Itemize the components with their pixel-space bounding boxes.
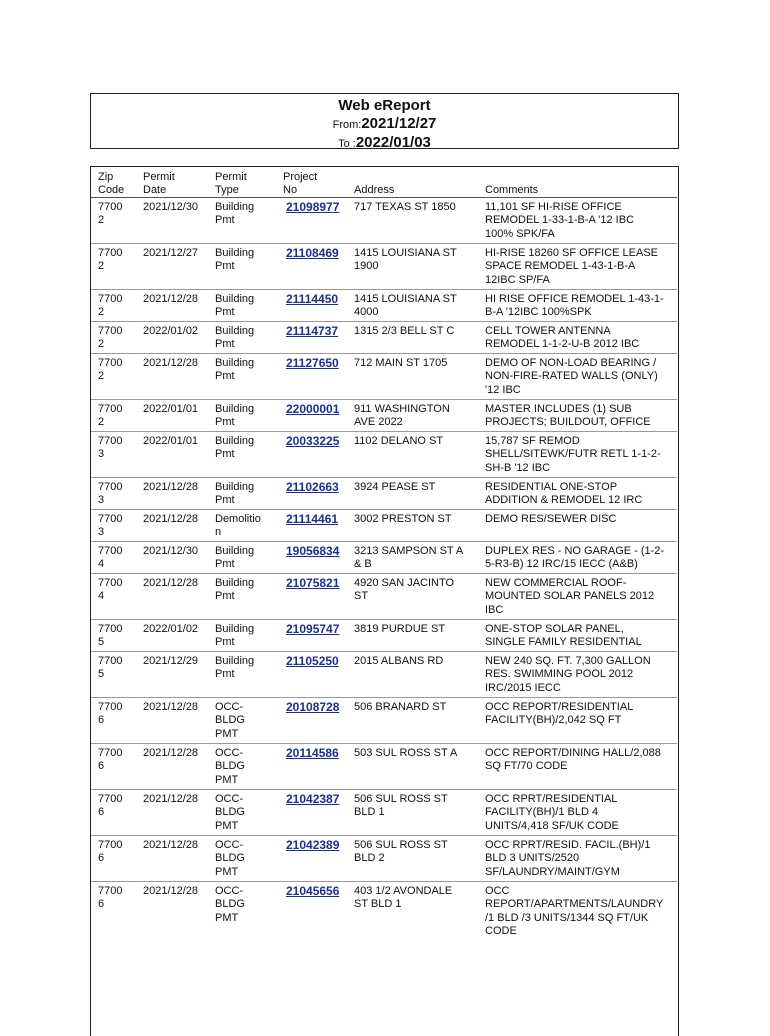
to-date: 2022/01/03: [355, 134, 431, 151]
permit-type-cell: OCC- BLDG PMT: [208, 882, 276, 939]
address-cell: 1315 2/3 BELL ST C: [347, 322, 478, 354]
address-cell: 3002 PRESTON ST: [347, 510, 478, 542]
project-no-cell: [276, 652, 347, 698]
project-link[interactable]: 21045656: [286, 884, 340, 898]
zip-code-cell: 7700 2: [98, 201, 123, 227]
address-cell: 911 WASHINGTON AVE 2022: [347, 400, 478, 432]
comments-cell: OCC REPORT/RESIDENTIAL FACILITY(BH)/2,042 SQ FT: [478, 698, 677, 744]
project-no-cell: [276, 698, 347, 744]
permit-type-cell: Building Pmt: [208, 354, 276, 400]
header-comments: Comments: [478, 167, 677, 198]
table-row: [91, 744, 677, 790]
header-permit-date: Permit Date: [136, 167, 208, 198]
permit-type-cell: OCC- BLDG PMT: [208, 836, 276, 882]
zip-code-cell: 7700 3: [91, 432, 136, 478]
permit-date-cell: 2021/12/30: [143, 201, 199, 213]
permit-date-cell: 2022/01/01: [136, 432, 208, 478]
permit-type-cell: OCC- BLDG PMT: [208, 744, 276, 790]
zip-code-cell: 7700 2: [91, 322, 136, 354]
project-link[interactable]: 21114737: [286, 324, 339, 338]
zip-code-cell: 7700 5: [91, 620, 136, 652]
table-row: [91, 836, 677, 882]
project-no-cell: [276, 790, 347, 836]
address-cell: 403 1/2 AVONDALE ST BLD 1: [347, 882, 478, 939]
table-row: [91, 698, 677, 744]
permit-table-container: [90, 166, 679, 1036]
table-row: [91, 354, 677, 400]
report-title: Web eReport: [338, 97, 431, 114]
permit-date-cell: 2022/01/02: [136, 322, 208, 354]
permit-type-cell: Building Pmt: [208, 652, 276, 698]
permit-date-cell: 2021/12/28: [136, 510, 208, 542]
permit-type-cell: OCC- BLDG PMT: [208, 790, 276, 836]
project-no-cell: [276, 432, 347, 478]
table-row: [91, 400, 677, 432]
permit-date-cell: 2021/12/28: [136, 354, 208, 400]
table-row: [91, 574, 677, 620]
table-row: [91, 290, 677, 322]
project-no-cell: [276, 354, 347, 400]
address-cell: 3213 SAMPSON ST A & B: [347, 542, 478, 574]
project-no-cell: [276, 400, 347, 432]
project-no-cell: [276, 836, 347, 882]
project-link[interactable]: 21095747: [286, 622, 340, 636]
zip-code-cell: 7700 4: [91, 542, 136, 574]
project-link[interactable]: 21114461: [286, 512, 339, 526]
permit-table: [91, 167, 677, 939]
table-body: [91, 198, 677, 939]
comments-cell: HI RISE OFFICE REMODEL 1-43-1- B-A '12IBC 100%SPK: [478, 290, 677, 322]
permit-type-cell: OCC- BLDG PMT: [208, 698, 276, 744]
table-row: [91, 322, 677, 354]
comments-cell: RESIDENTIAL ONE-STOP ADDITION & REMODEL 12 IRC: [478, 478, 677, 510]
project-no-cell: [276, 574, 347, 620]
project-no-cell: [276, 882, 347, 939]
header-address: Address: [347, 167, 478, 198]
header-zip-code: Zip Code: [91, 167, 136, 198]
project-link[interactable]: 19056834: [286, 544, 340, 558]
zip-code-cell: 7700 2: [91, 244, 136, 290]
table-row: [91, 790, 677, 836]
header-project-no: Project No: [276, 167, 347, 198]
address-cell: 506 SUL ROSS ST BLD 2: [347, 836, 478, 882]
project-link[interactable]: 21114450: [286, 292, 339, 306]
permit-date-cell: 2022/01/02: [136, 620, 208, 652]
project-no-cell: [276, 322, 347, 354]
permit-date-cell: 2021/12/28: [136, 698, 208, 744]
address-cell: 3924 PEASE ST: [347, 478, 478, 510]
zip-code-cell: 7700 5: [91, 652, 136, 698]
project-link[interactable]: 21108469: [286, 246, 339, 260]
permit-date-cell: 2021/12/28: [136, 790, 208, 836]
table-row: [91, 478, 677, 510]
project-link[interactable]: 20114586: [286, 746, 339, 760]
comments-cell: OCC RPRT/RESIDENTIAL FACILITY(BH)/1 BLD 4 UNITS/4,418 SF/UK CODE: [478, 790, 677, 836]
address-cell: 503 SUL ROSS ST A: [347, 744, 478, 790]
permit-date-cell: 2021/12/28: [136, 574, 208, 620]
permit-type-cell: Building Pmt: [208, 620, 276, 652]
table-row: [91, 198, 677, 244]
project-no-cell: [276, 510, 347, 542]
project-link[interactable]: 21075821: [286, 576, 340, 590]
permit-type-cell: Building Pmt: [208, 244, 276, 290]
zip-code-cell: 7700 6: [91, 698, 136, 744]
address-cell: 717 TEXAS ST 1850: [354, 201, 456, 213]
table-row: [91, 652, 677, 698]
comments-cell: DEMO OF NON-LOAD BEARING / NON-FIRE-RATED WALLS (ONLY) '12 IBC: [478, 354, 677, 400]
table-row: [91, 882, 677, 939]
permit-type-cell: Building Pmt: [208, 290, 276, 322]
permit-date-cell: 2021/12/28: [136, 882, 208, 939]
comments-cell: NEW COMMERCIAL ROOF- MOUNTED SOLAR PANELS 2012 IBC: [478, 574, 677, 620]
zip-code-cell: 7700 2: [91, 400, 136, 432]
permit-type-cell: Building Pmt: [208, 478, 276, 510]
permit-type-cell: Demolitio n: [208, 510, 276, 542]
permit-date-cell: 2021/12/28: [136, 478, 208, 510]
address-cell: 506 BRANARD ST: [347, 698, 478, 744]
table-row: [91, 620, 677, 652]
from-date: 2021/12/27: [361, 115, 437, 132]
permit-date-cell: 2021/12/28: [136, 290, 208, 322]
project-no-cell: [276, 620, 347, 652]
permit-date-cell: 2021/12/30: [136, 542, 208, 574]
to-line: [91, 134, 678, 153]
zip-code-cell: 7700 6: [91, 836, 136, 882]
project-link[interactable]: 21127650: [286, 356, 339, 370]
zip-code-cell: 7700 2: [91, 290, 136, 322]
comments-cell: OCC REPORT/APARTMENTS/LAUNDRY /1 BLD /3 UNITS/1344 SQ FT/UK CODE: [478, 882, 677, 939]
permit-date-cell: 2021/12/27: [136, 244, 208, 290]
from-label: From:: [332, 119, 362, 131]
permit-date-cell: 2021/12/29: [136, 652, 208, 698]
comments-cell: NEW 240 SQ. FT. 7,300 GALLON RES. SWIMMING POOL 2012 IRC/2015 IECC: [478, 652, 677, 698]
address-cell: 712 MAIN ST 1705: [347, 354, 478, 400]
project-no-cell: [276, 198, 347, 244]
zip-code-cell: 7700 3: [91, 510, 136, 542]
comments-cell: CELL TOWER ANTENNA REMODEL 1-1-2-U-B 2012 IBC: [478, 322, 677, 354]
permit-type-cell: Building Pmt: [208, 542, 276, 574]
zip-code-cell: 7700 6: [91, 882, 136, 939]
project-no-cell: [276, 290, 347, 322]
from-line: [91, 115, 678, 134]
project-link[interactable]: 21105250: [286, 654, 339, 668]
report-header: [90, 93, 679, 149]
permit-type-cell: Building Pmt: [208, 400, 276, 432]
project-link[interactable]: 21042387: [286, 792, 340, 806]
to-label: To :: [338, 138, 356, 150]
project-no-cell: [276, 744, 347, 790]
comments-cell: MASTER INCLUDES (1) SUB PROJECTS; BUILDOUT, OFFICE: [478, 400, 677, 432]
header-row: [91, 167, 677, 198]
address-cell: 1102 DELANO ST: [347, 432, 478, 478]
zip-code-cell: 7700 4: [91, 574, 136, 620]
table-row: [91, 510, 677, 542]
project-link[interactable]: 21102663: [286, 480, 339, 494]
project-no-cell: [276, 542, 347, 574]
comments-cell: DEMO RES/SEWER DISC: [478, 510, 677, 542]
address-cell: 1415 LOUISIANA ST 4000: [347, 290, 478, 322]
zip-code-cell: 7700 3: [91, 478, 136, 510]
address-cell: 4920 SAN JACINTO ST: [347, 574, 478, 620]
project-link[interactable]: 21042389: [286, 838, 340, 852]
comments-cell: HI-RISE 18260 SF OFFICE LEASE SPACE REMODEL 1-43-1-B-A 12IBC SP/FA: [478, 244, 677, 290]
permit-type-cell: Building Pmt: [208, 322, 276, 354]
comments-cell: OCC RPRT/RESID. FACIL.(BH)/1 BLD 3 UNITS/2520 SF/LAUNDRY/MAINT/GYM: [478, 836, 677, 882]
table-row: [91, 244, 677, 290]
permit-date-cell: 2021/12/28: [136, 744, 208, 790]
comments-cell: 11,101 SF HI-RISE OFFICE REMODEL 1-33-1-B-A '12 IBC 100% SPK/FA: [485, 201, 635, 240]
project-link[interactable]: 20033225: [286, 434, 340, 448]
header-permit-type: Permit Type: [208, 167, 276, 198]
table-row: [91, 432, 677, 478]
permit-type-cell: Building Pmt: [208, 432, 276, 478]
comments-cell: ONE-STOP SOLAR PANEL, SINGLE FAMILY RESIDENTIAL: [478, 620, 677, 652]
table-row: [91, 542, 677, 574]
project-link[interactable]: 22000001: [286, 402, 340, 416]
permit-date-cell: 2022/01/01: [136, 400, 208, 432]
address-cell: 506 SUL ROSS ST BLD 1: [347, 790, 478, 836]
project-no-cell: [276, 478, 347, 510]
permit-type-cell: Building Pmt: [215, 201, 255, 227]
zip-code-cell: 7700 6: [91, 744, 136, 790]
zip-code-cell: 7700 2: [91, 354, 136, 400]
permit-date-cell: 2021/12/28: [136, 836, 208, 882]
address-cell: 1415 LOUISIANA ST 1900: [347, 244, 478, 290]
comments-cell: 15,787 SF REMOD SHELL/SITEWK/FUTR RETL 1-1-2- SH-B '12 IBC: [478, 432, 677, 478]
project-link[interactable]: 20108728: [286, 700, 340, 714]
permit-type-cell: Building Pmt: [208, 574, 276, 620]
comments-cell: OCC REPORT/DINING HALL/2,088 SQ FT/70 CODE: [478, 744, 677, 790]
address-cell: 3819 PURDUE ST: [347, 620, 478, 652]
project-no-cell: [276, 244, 347, 290]
address-cell: 2015 ALBANS RD: [347, 652, 478, 698]
zip-code-cell: 7700 6: [91, 790, 136, 836]
project-link[interactable]: 21098977: [286, 200, 340, 214]
comments-cell: DUPLEX RES - NO GARAGE - (1-2- 5-R3-B) 12 IRC/15 IECC (A&B): [478, 542, 677, 574]
